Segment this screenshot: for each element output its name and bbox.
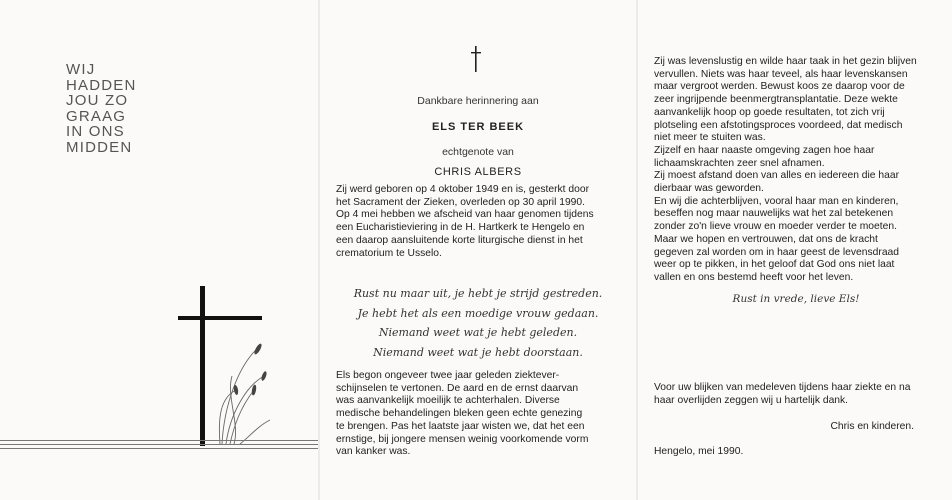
text-line: En wij die achterblijven, vooral haar man en kinderen, bbox=[654, 195, 899, 207]
text-line: het Sacrament der Zieken, overleden op 30 april 1990. bbox=[336, 196, 585, 208]
cross-with-flowers-illustration bbox=[160, 286, 280, 446]
heading: Dankbare herinnering aan bbox=[417, 95, 539, 107]
text-line: weer op te pikken, in het geloof dat God ons niet laat bbox=[654, 259, 895, 271]
motto-line: MIDDEN bbox=[66, 138, 133, 156]
grass-stems bbox=[219, 348, 270, 444]
signature: Chris en kinderen. bbox=[830, 421, 914, 432]
divider-line bbox=[0, 444, 318, 445]
text-line: gegeven zal worden om in haar geest de levensdraad bbox=[654, 246, 899, 258]
text-line: te brengen. Pas het laatste jaar wisten we, dat het een bbox=[336, 420, 585, 432]
text-line: haar overlijden zeggen wij u hartelijk dank. bbox=[654, 394, 849, 406]
text-line: vervullen. Niets was haar teveel, als haar levenskansen bbox=[654, 68, 908, 80]
text-line: dierbaar was geworden. bbox=[654, 183, 764, 195]
text-line: crematorium te Usselo. bbox=[336, 247, 442, 259]
cross-horizontal bbox=[178, 316, 262, 320]
text-line: Op 4 mei hebben we afscheid van haar genomen tijdens bbox=[336, 209, 594, 221]
motto-line: JOU ZO bbox=[66, 92, 129, 110]
text-line: Maar we hopen en vertrouwen, dat ons de kracht bbox=[654, 233, 878, 245]
text-line: lichaamskrachten zeer snel afnamen. bbox=[654, 157, 825, 169]
poem-line: Rust nu maar uit, je hebt je strijd gestreden. bbox=[353, 287, 603, 300]
text-line: Zij werd geboren op 4 oktober 1949 en is, gesterkt door bbox=[336, 184, 589, 195]
small-cross-icon bbox=[470, 46, 482, 72]
fold-line bbox=[318, 0, 320, 500]
cross-vertical bbox=[200, 286, 205, 446]
text-line: ernstige, bij jongere mensen weinig voorkomende vorm bbox=[336, 433, 589, 445]
fold-line bbox=[636, 0, 638, 500]
motto bbox=[66, 62, 137, 156]
text-line: beseffen nog maar nauwelijks wat het zal betekenen bbox=[654, 208, 894, 220]
thanks-paragraph bbox=[654, 382, 934, 407]
motto-line: IN ONS bbox=[66, 123, 125, 141]
text-line: vallen en ons bestemd heeft voor het leven. bbox=[654, 271, 854, 283]
text-line: zeer ingrijpende beenmergtransplantatie. Deze wekte bbox=[654, 94, 898, 106]
text-line: Zij was levenslustig en wilde haar taak in het gezin blijven bbox=[654, 56, 917, 67]
divider-line bbox=[0, 440, 318, 441]
text-line: schijnselen te vertonen. De aard en de ernst daarvan bbox=[336, 382, 579, 394]
poem bbox=[336, 284, 620, 362]
text-line: niet meer te stuiten was. bbox=[654, 132, 766, 144]
text-line: van kanker was. bbox=[336, 446, 411, 458]
poem-line: Niemand weet wat je hebt doorstaan. bbox=[373, 345, 583, 359]
text-line: maar vergroot werden. Bewust koos ze daarop voor de bbox=[654, 81, 905, 93]
divider-line bbox=[0, 448, 318, 449]
motto-line: GRAAG bbox=[66, 107, 127, 125]
farewell-line: Rust in vrede, lieve Els! bbox=[732, 293, 860, 305]
text-line: medische behandelingen bleken geen echte genezing bbox=[336, 408, 583, 420]
place-date: Hengelo, mei 1990. bbox=[654, 446, 744, 457]
text-line: was aanvankelijk moeilijk te achterhalen. Diverse bbox=[336, 395, 560, 407]
poem-line: Niemand weet wat je hebt geleden. bbox=[378, 326, 578, 339]
text-line: een Eucharistieviering in de H. Hartkerk te Hengelo en bbox=[336, 222, 585, 234]
text-line: een daarop aansluitende korte liturgische dienst in het bbox=[336, 234, 583, 246]
relation-label: echtgenote van bbox=[442, 146, 514, 158]
text-line: Zij moest afstand doen van alles en iedereen die haar bbox=[654, 170, 899, 182]
motto-line: HADDEN bbox=[66, 76, 137, 94]
text-line: Voor uw blijken van medeleven tijdens haar ziekte en na bbox=[654, 382, 911, 393]
text-line: zonder zo'n lieve vrouw en moeder verder te moeten. bbox=[654, 221, 897, 233]
text-line: plotseling een afstotingsproces voordeed, dat medisch bbox=[654, 119, 903, 131]
deceased-name: ELS TER BEEK bbox=[431, 121, 525, 133]
text-line: Zijzelf en haar naaste omgeving zagen hoe haar bbox=[654, 144, 875, 156]
illness-paragraph bbox=[336, 370, 620, 459]
life-story bbox=[654, 56, 934, 285]
biography bbox=[336, 184, 620, 260]
motto-line: WIJ bbox=[66, 61, 96, 78]
spouse-name: CHRIS ALBERS bbox=[434, 166, 522, 178]
text-line: Els begon ongeveer twee jaar geleden ziektever- bbox=[336, 370, 560, 381]
poem-line: Je hebt het als een moedige vrouw gedaan. bbox=[357, 306, 599, 320]
text-line: aanvankelijk hoop op goede resultaten, tot zich vrij bbox=[654, 106, 885, 118]
